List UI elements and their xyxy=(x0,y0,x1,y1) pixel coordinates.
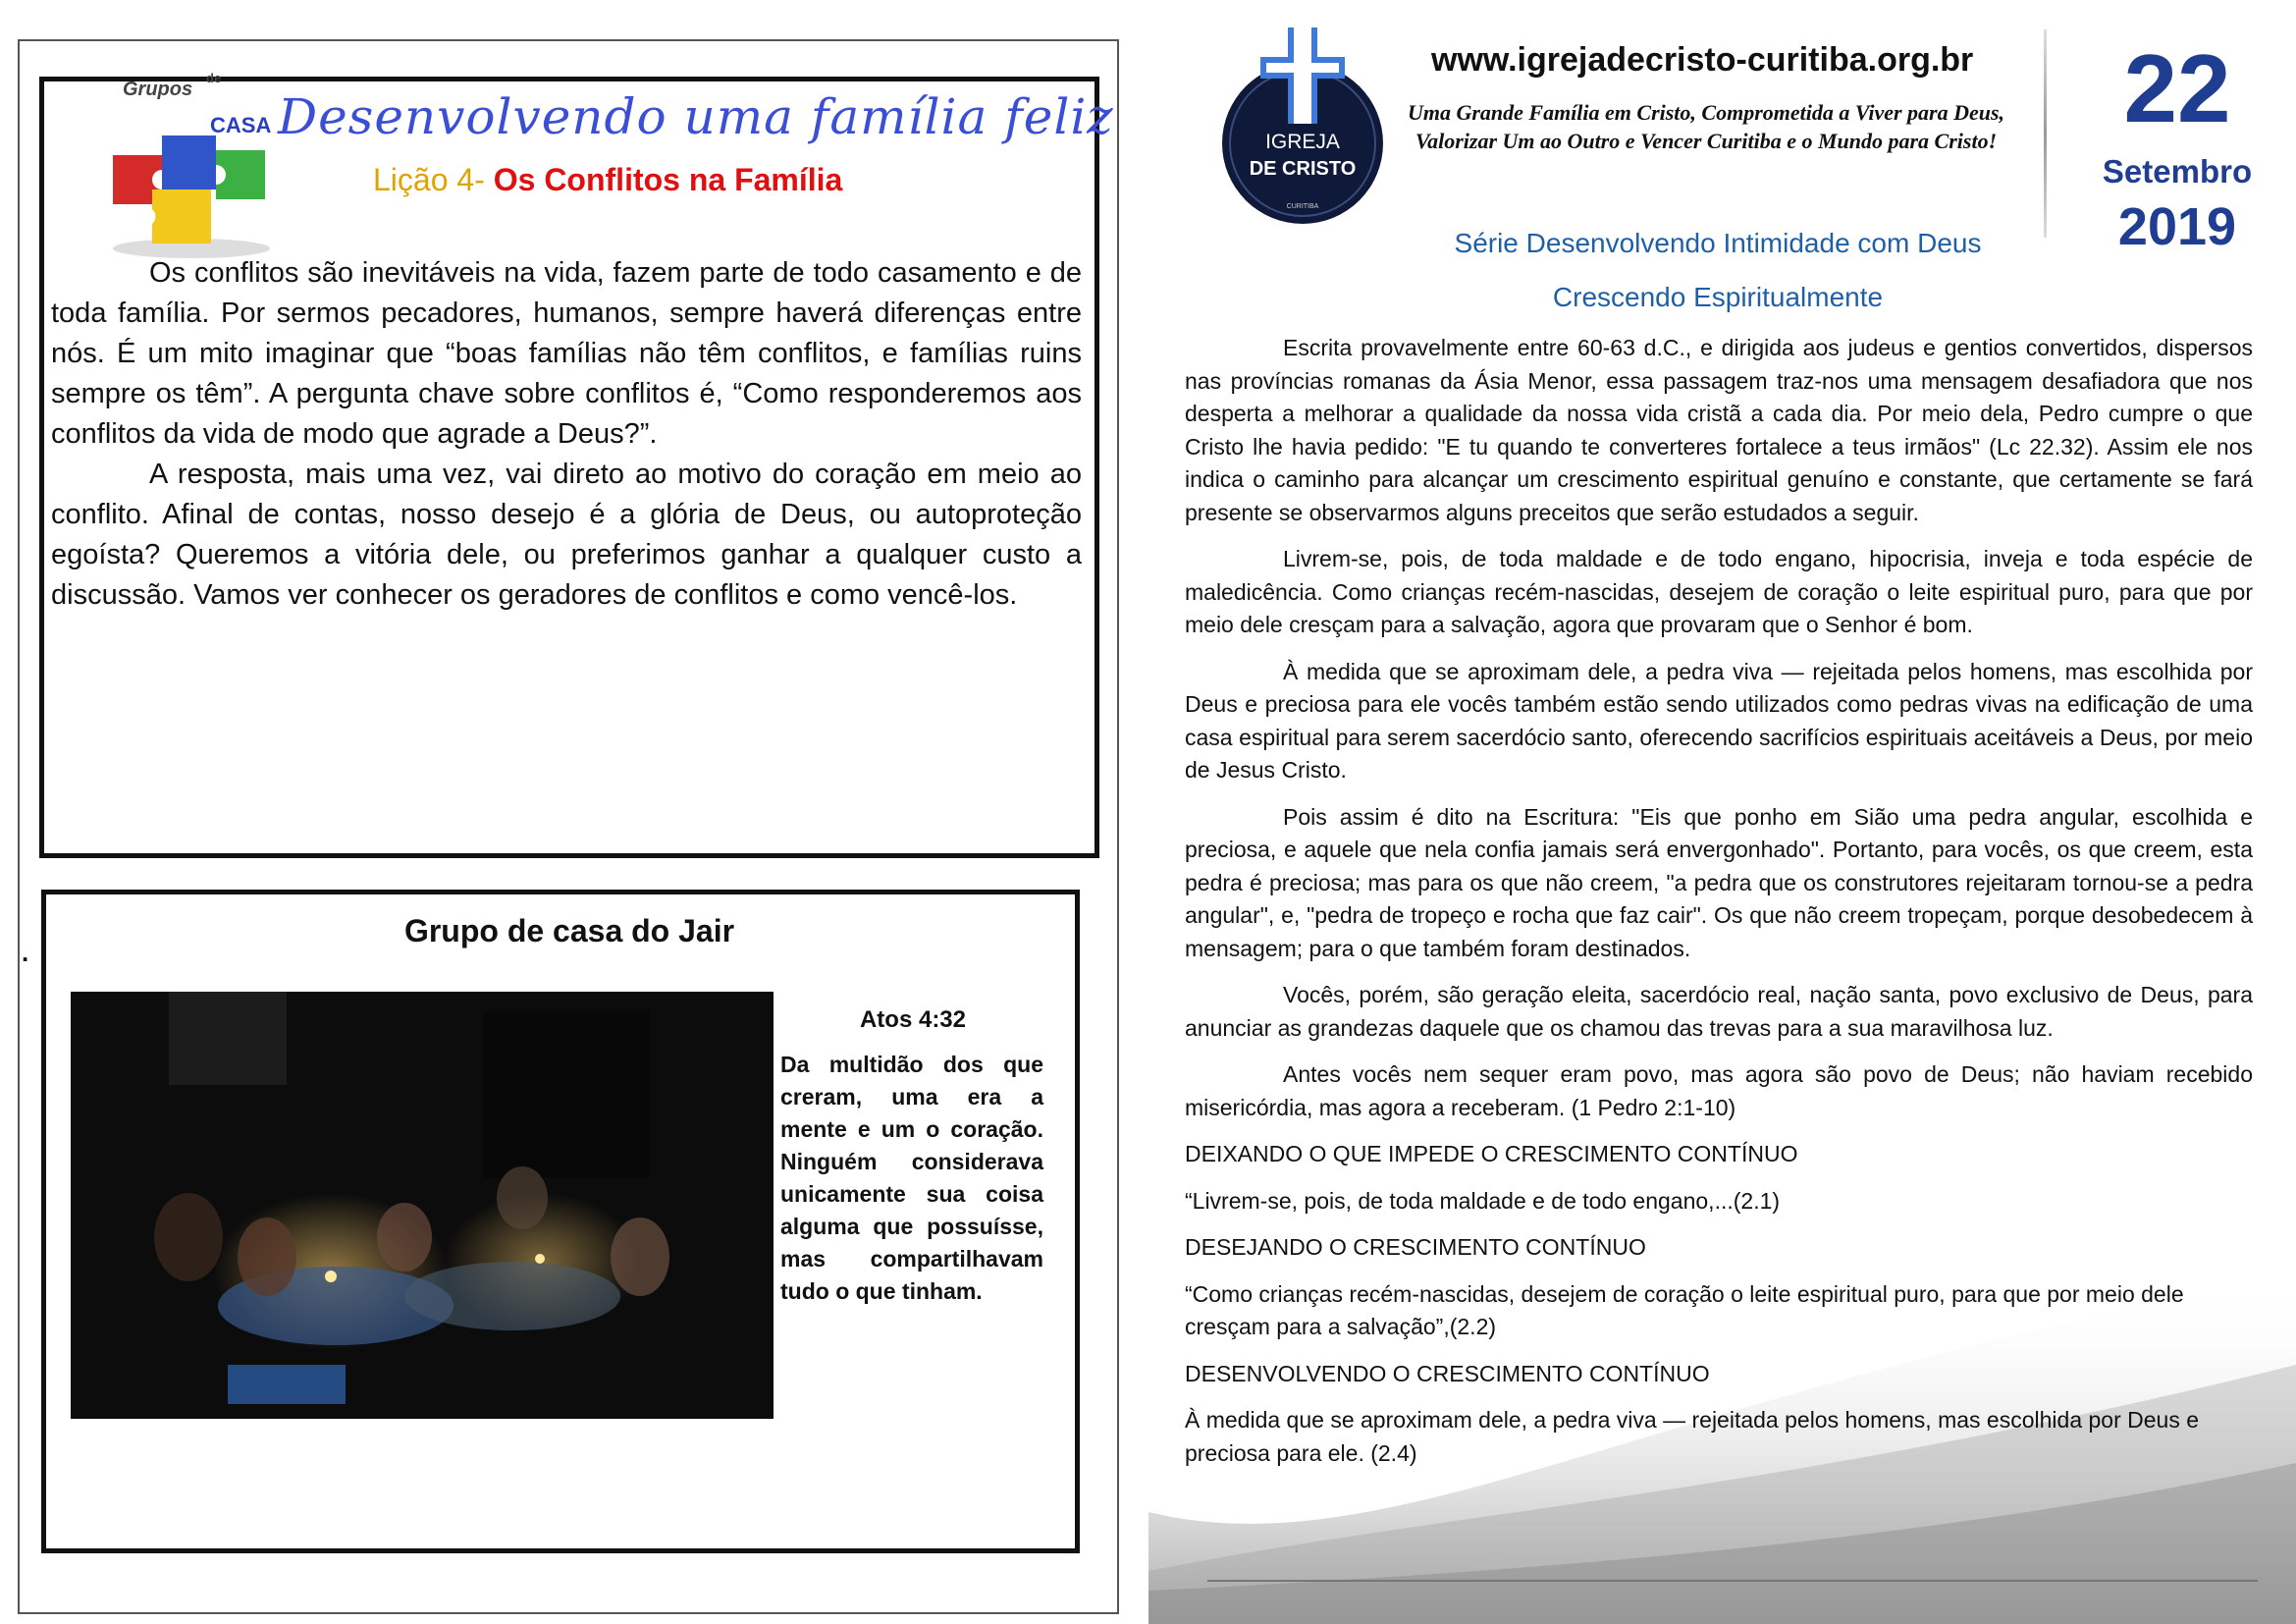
section-heading: DESEJANDO O CRESCIMENTO CONTÍNUO xyxy=(1185,1234,1646,1260)
article-body xyxy=(1185,332,2253,1484)
section-quote: À medida que se aproximam dele, a pedra viva — rejeitada pelos homens, mas escolhida por Deus e preciosa para ele. (2.4) xyxy=(1185,1407,2200,1466)
logo-line2: DE CRISTO xyxy=(1249,158,1357,180)
lesson-title: Desenvolvendo uma família feliz xyxy=(278,88,1114,145)
article-paragraph: Pois assim é dito na Escritura: "Eis que ponho em Sião uma pedra angular, escolhida e preciosa, e aquele que nela confia jamais será envergonhado". Portanto, para vocês, os que creem, esta pedra é preciosa; mas para os que não creem, "a pedra que os construtores rejeitaram tornou-se a pedra angular", e, "pedra de tropeço e rocha que faz cair". Os que não creem tropeçam, porque desobedecem à mensagem; para o que também foram destinados. xyxy=(1185,803,2253,961)
series-title: Série Desenvolvendo Intimidade com Deus xyxy=(1454,228,1982,258)
church-url[interactable]: www.igrejadecristo-curitiba.org.br xyxy=(1431,41,1974,79)
lesson-name: Os Conflitos na Família xyxy=(493,162,843,197)
church-logo xyxy=(1219,26,1386,232)
motto-line: Valorizar Um ao Outro e Vencer Curitiba e o Mundo para Cristo! xyxy=(1415,129,1998,153)
article-paragraph: Escrita provavelmente entre 60-63 d.C., e dirigida aos judeus e gentios convertidos, dispersos nas províncias romanas da Ásia Menor, essa passagem traz-nos uma mensagem desafiadora que nos desperta a melhorar a qualidade da nossa vida cristã a cada dia. Por meio dela, Pedro cumpre o que Cristo lhe havia pedido: "E tu quando te converteres fortalece a teus irmãos" (Lc 22.32). Assim ele nos indica o caminho para alcançar um crescimento espiritual genuíno e constante, que certamente se fará presente se observarmos alguns preceitos que serão estudados a seguir. xyxy=(1185,335,2253,525)
lesson-subtitle xyxy=(373,162,842,198)
section-quote: “Como crianças recém-nascidas, desejem de coração o leite espiritual puro, para que por meio dele cresçam para a salvação”,(2.2) xyxy=(1185,1280,2184,1339)
logo-line1: IGREJA xyxy=(1265,131,1340,153)
motto-line: Uma Grande Família em Cristo, Comprometida a Viver para Deus, xyxy=(1407,100,2005,125)
date-day: 22 xyxy=(2123,34,2231,142)
date-separator xyxy=(2044,29,2047,238)
article-paragraph: À medida que se aproximam dele, a pedra viva — rejeitada pelos homens, mas escolhida por Deus e preciosa para ele vocês também estão sendo utilizados como pedras vivas na edificação de uma casa espiritual para serem sacerdócio santo, oferecendo sacrifícios espirituais aceitáveis a Deus, por meio de Jesus Cristo. xyxy=(1185,658,2253,783)
lesson-body xyxy=(51,253,1082,616)
section-quote: “Livrem-se, pois, de toda maldade e de todo engano,...(2.1) xyxy=(1185,1187,1781,1214)
group-photo xyxy=(71,992,774,1419)
stray-dot: . xyxy=(22,938,29,967)
logo-de-text: de xyxy=(206,71,222,85)
lesson-paragraph: Os conflitos são inevitáveis na vida, fazem parte de todo casamento e de toda família. Por sermos pecadores, humanos, sempre haverá diferenças entre nós. É um mito imaginar que “boas famílias não têm conflitos, e famílias ruins sempre os têm”. A pergunta chave sobre conflitos é, “Como responderemos aos conflitos da vida de modo que agrade a Deus?”. xyxy=(51,257,1082,450)
group-title: Grupo de casa do Jair xyxy=(403,913,735,948)
church-motto xyxy=(1392,98,2020,155)
article-paragraph: Livrem-se, pois, de toda maldade e de todo engano, hipocrisia, inveja e toda espécie de maledicência. Como crianças recém-nascidas, desejem de coração o leite espiritual puro, para que por meio dele cresçam para a salvação, agora que provaram que o Senhor é bom. xyxy=(1185,546,2253,637)
logo-casa-text: CASA xyxy=(210,113,272,137)
verse-reference: Atos 4:32 xyxy=(859,1006,967,1033)
section-heading: DESENVOLVENDO O CRESCIMENTO CONTÍNUO xyxy=(1185,1360,1710,1386)
article-paragraph: Antes vocês nem sequer eram povo, mas agora são povo de Deus; não haviam recebido misericórdia, mas agora a receberam. (1 Pedro 2:1-10) xyxy=(1185,1061,2253,1120)
verse-text: Da multidão dos que creram, uma era a mente e um o coração. Ninguém considerava unicamente sua coisa alguma que possuísse, mas compartilhavam tudo o que tinham. xyxy=(780,1052,1043,1304)
logo-line3: CURITIBA xyxy=(1286,203,1319,210)
article-paragraph: Vocês, porém, são geração eleita, sacerdócio real, nação santa, povo exclusivo de Deus, para anunciar as grandezas daquele que os chamou das trevas para a sua maravilhosa luz. xyxy=(1185,982,2253,1041)
lesson-number: Lição 4- xyxy=(373,162,485,197)
lesson-paragraph: A resposta, mais uma vez, vai direto ao motivo do coração em meio ao conflito. Afinal de contas, nosso desejo é a glória de Deus, ou autoproteção egoísta? Queremos a vitória dele, ou preferimos ganhar a qualquer custo a discussão. Vamos ver conhecer os geradores de conflitos e como vencê-los. xyxy=(51,459,1082,611)
section-heading: DEIXANDO O QUE IMPEDE O CRESCIMENTO CONTÍNUO xyxy=(1185,1141,1798,1166)
series-subtitle: Crescendo Espiritualmente xyxy=(1552,282,1884,312)
logo-grupos-text: Grupos xyxy=(123,79,193,100)
date-year: 2019 xyxy=(2117,197,2237,256)
date-month: Setembro xyxy=(2102,153,2253,189)
